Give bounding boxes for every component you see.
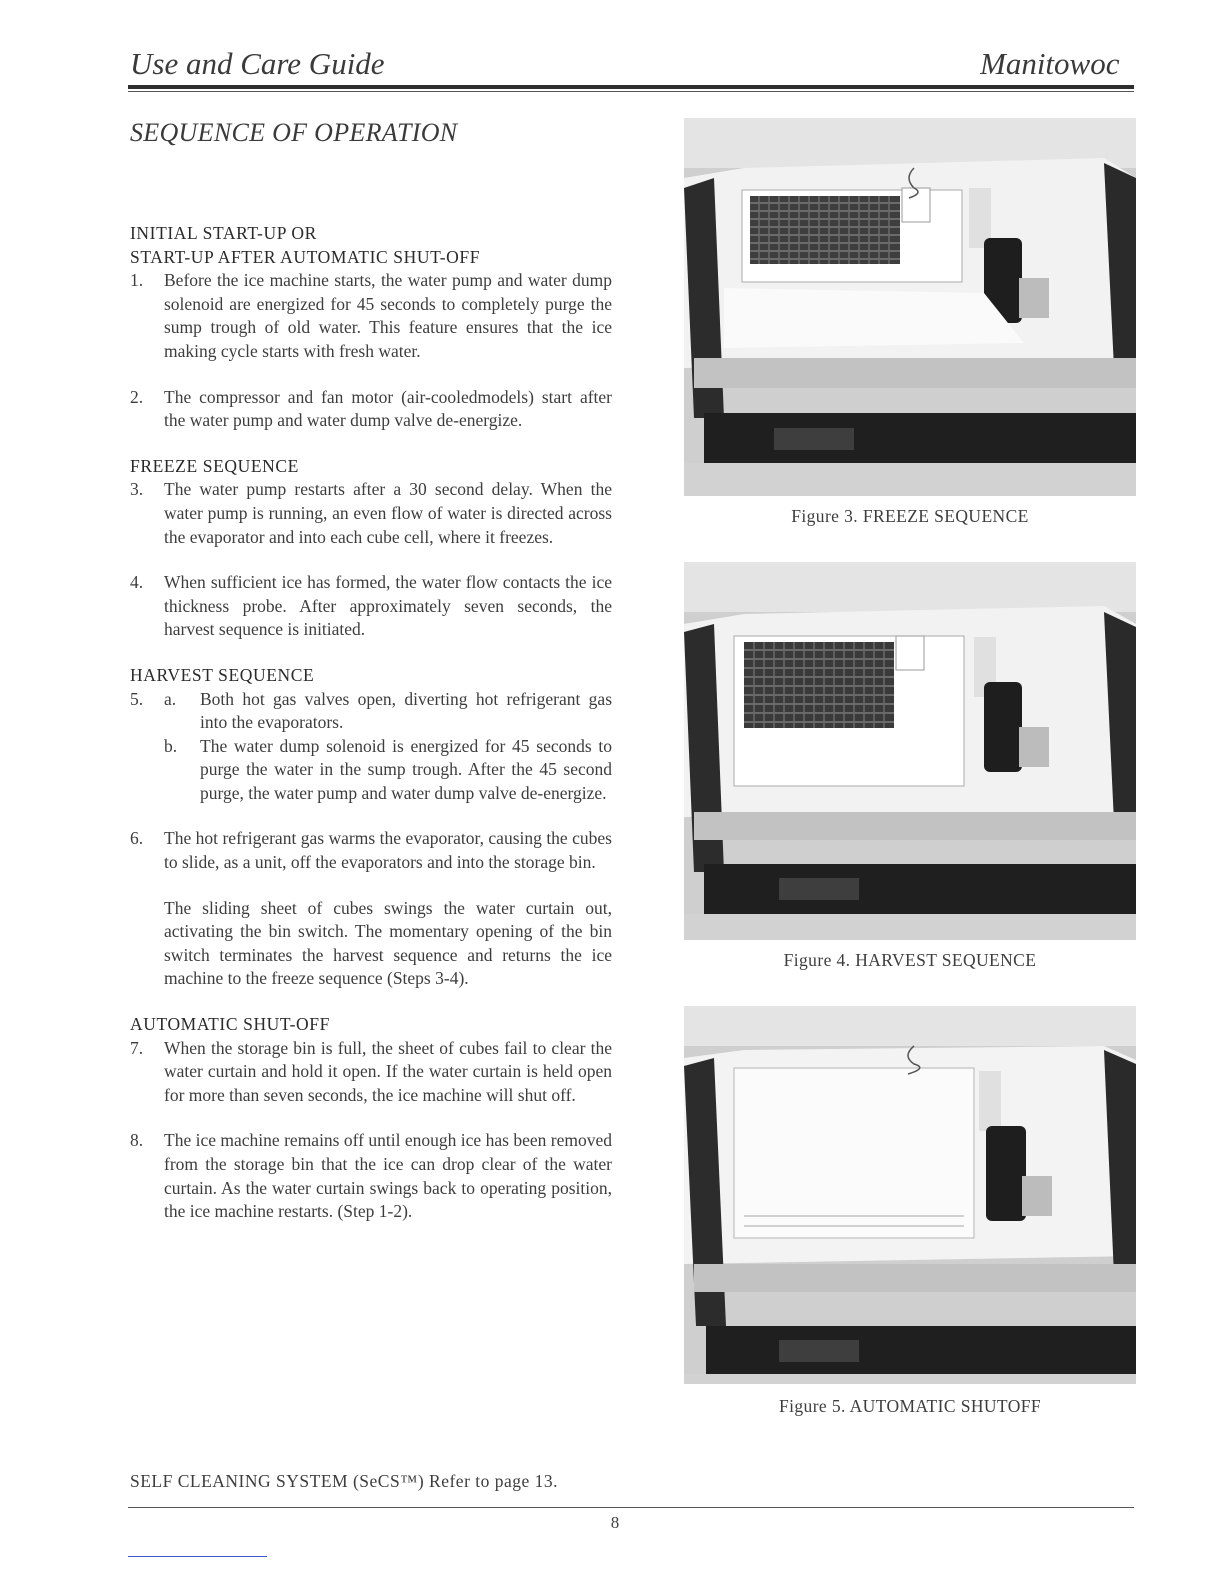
step-5b [164, 735, 612, 806]
figure-5-caption: Figure 5. AUTOMATIC SHUTOFF [779, 1396, 1041, 1416]
figure-4-photo [684, 562, 1136, 940]
startup-heading-line2: START-UP AFTER AUTOMATIC SHUT-OFF [130, 246, 481, 267]
shutoff-heading: AUTOMATIC SHUT-OFF [130, 1014, 330, 1035]
page-number: 8 [610, 1513, 620, 1532]
sub-text: The water dump solenoid is energized for 45 seconds to purge the water in the sump trough. After the 45 second purge, the water pump and water dump valve de-energize. [200, 735, 612, 803]
sub-letter: b. [164, 735, 178, 756]
harvest-heading: HARVEST SEQUENCE [130, 664, 315, 685]
step-5a [164, 688, 612, 735]
sub-letter: a. [164, 688, 177, 709]
step-number: 2. [130, 386, 144, 407]
header-right-title: Manitowoc [980, 46, 1120, 81]
sub-text: Both hot gas valves open, diverting hot refrigerant gas into the evaporators. [200, 688, 612, 733]
ice-grid [744, 642, 894, 728]
step-number: 5. [130, 688, 144, 709]
step-4 [130, 571, 612, 642]
step-6-paragraph: The sliding sheet of cubes swings the water curtain out, activating the bin switch. The momentary opening of the bin switch terminates the harvest sequence and returns the ice machine to the freeze sequence (Steps 3-4). [164, 897, 612, 989]
step-6 [130, 827, 612, 874]
step-7 [130, 1037, 612, 1108]
text-column [130, 222, 612, 1224]
ice-grid [750, 196, 900, 264]
step-text: When sufficient ice has formed, the water flow contacts the ice thickness probe. After approximately seven seconds, the harvest sequence is initiated. [164, 572, 612, 640]
step-5 [130, 688, 612, 806]
step-text: When the storage bin is full, the sheet of cubes fail to clear the water curtain and hold it open. If the water curtain is held open for more than seven seconds, the ice machine will shut off. [164, 1037, 612, 1105]
footer-rule [128, 1507, 1134, 1508]
figure-4-caption: Figure 4. HARVEST SEQUENCE [783, 950, 1037, 970]
self-cleaning-label: SELF CLEANING SYSTEM (SeCS™) [130, 1471, 425, 1491]
step-number: 1. [130, 270, 144, 291]
step-number: 6. [130, 828, 144, 849]
header-rule [128, 85, 1134, 92]
step-text: Before the ice machine starts, the water pump and water dump solenoid are energized for 45 seconds to completely purge the sump trough of old water. This feature ensures that the ice making cycle starts with fresh water. [164, 270, 612, 361]
step-2 [130, 386, 612, 433]
header-left-title: Use and Care Guide [130, 46, 385, 81]
step-number: 7. [130, 1037, 144, 1058]
page-title: SEQUENCE OF OPERATION [130, 118, 458, 147]
figure-3-caption: Figure 3. FREEZE SEQUENCE [791, 506, 1029, 526]
freeze-heading: FREEZE SEQUENCE [130, 455, 299, 476]
step-text: The compressor and fan motor (air-cooledmodels) start after the water pump and water dump valve de-energize. [164, 386, 612, 431]
step-number: 3. [130, 479, 144, 500]
step-text: The water pump restarts after a 30 second delay. When the water pump is running, an even flow of water is directed across the evaporator and into each cube cell, where it freezes. [164, 479, 612, 547]
figure-5-photo [684, 1006, 1136, 1384]
step-1 [130, 269, 612, 363]
step-3 [130, 478, 612, 549]
figure-3-photo [684, 118, 1136, 496]
step-number: 4. [130, 572, 144, 593]
footer-link-line [128, 1556, 267, 1557]
step-text: The ice machine remains off until enough ice has been removed from the storage bin that the ice can drop clear of the water curtain. As the water curtain swings back to operating position, the ice machine restarts. (Step 1-2). [164, 1130, 612, 1222]
step-8 [130, 1129, 612, 1223]
step-text: The hot refrigerant gas warms the evaporator, causing the cubes to slide, as a unit, off the evaporators and into the storage bin. [164, 828, 612, 873]
startup-heading-line1: INITIAL START-UP OR [130, 223, 317, 243]
step-number: 8. [130, 1130, 144, 1151]
self-cleaning-note [130, 1471, 558, 1492]
self-cleaning-ref: Refer to page 13. [424, 1471, 559, 1491]
